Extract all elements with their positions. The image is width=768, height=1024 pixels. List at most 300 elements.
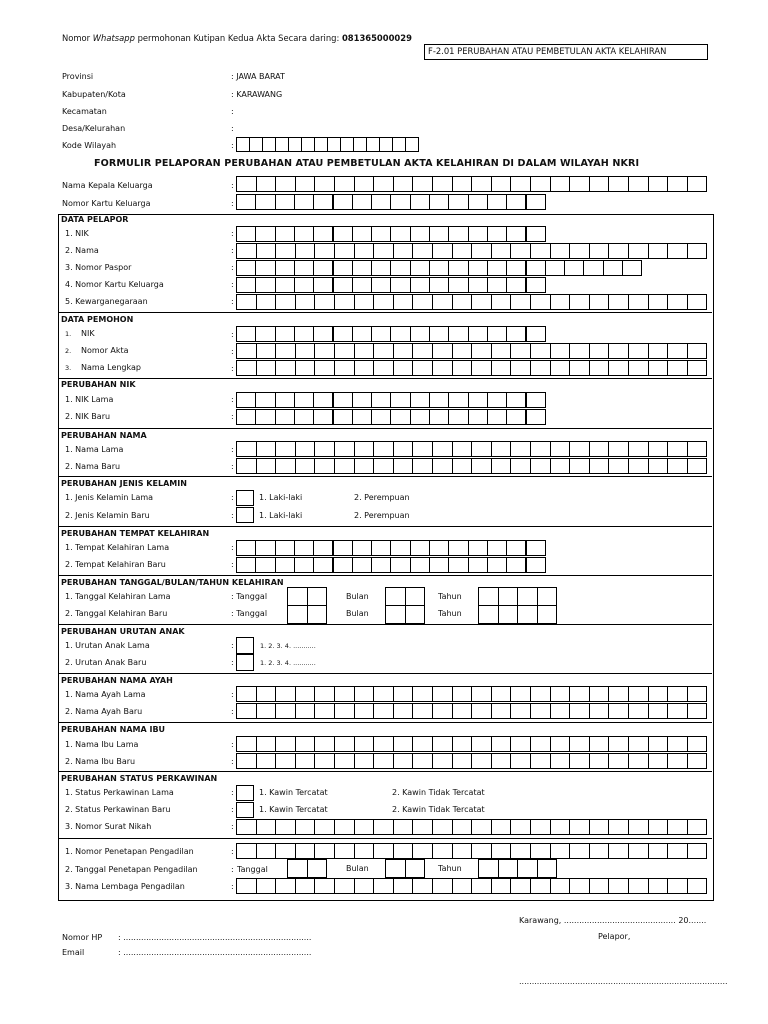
- nik-baru-input[interactable]: [371, 409, 391, 425]
- nama-lama-input[interactable]: [295, 441, 316, 457]
- pelapor-kewarganegaraan-input[interactable]: [510, 294, 531, 310]
- tempat-lama-input[interactable]: [294, 540, 314, 556]
- pelapor-kk-input[interactable]: [313, 277, 333, 293]
- pemohon-nama-input[interactable]: [510, 360, 531, 376]
- kawin-lama-input[interactable]: [236, 785, 254, 801]
- tgl-lama-tahun-input[interactable]: [478, 587, 499, 606]
- ibu-baru-input[interactable]: [687, 753, 708, 769]
- lembaga-pengadilan-input[interactable]: [256, 878, 277, 894]
- ayah-lama-input[interactable]: [432, 686, 453, 702]
- pemohon-akta-input[interactable]: [471, 343, 492, 359]
- lembaga-pengadilan-input[interactable]: [589, 878, 610, 894]
- nik-lama-input[interactable]: [236, 392, 256, 408]
- nomor-kk-input[interactable]: [487, 194, 507, 210]
- nama-lama-input[interactable]: [275, 441, 296, 457]
- penetapan-tanggal-input[interactable]: [307, 859, 328, 878]
- penetapan-nomor-input[interactable]: [373, 843, 394, 859]
- ibu-lama-input[interactable]: [648, 736, 669, 752]
- nama-kepala-input[interactable]: [334, 176, 355, 192]
- nomor-kk-input[interactable]: [313, 194, 333, 210]
- pelapor-kewarganegaraan-input[interactable]: [275, 294, 296, 310]
- penetapan-nomor-input[interactable]: [550, 843, 571, 859]
- tempat-lama-input[interactable]: [429, 540, 449, 556]
- ibu-lama-input[interactable]: [510, 736, 531, 752]
- nik-baru-input[interactable]: [313, 409, 333, 425]
- pemohon-nama-input[interactable]: [354, 360, 375, 376]
- pelapor-nama-input[interactable]: [550, 243, 571, 259]
- nik-lama-input[interactable]: [487, 392, 507, 408]
- surat-nikah-input[interactable]: [295, 819, 316, 835]
- ayah-lama-input[interactable]: [687, 686, 708, 702]
- surat-nikah-input[interactable]: [471, 819, 492, 835]
- penetapan-bulan-input[interactable]: [405, 859, 426, 878]
- pemohon-nama-input[interactable]: [275, 360, 296, 376]
- pelapor-paspor-input[interactable]: [313, 260, 333, 276]
- pelapor-nama-input[interactable]: [569, 243, 590, 259]
- pemohon-nama-input[interactable]: [628, 360, 649, 376]
- ibu-lama-input[interactable]: [491, 736, 512, 752]
- pelapor-paspor-input[interactable]: [448, 260, 468, 276]
- ibu-lama-input[interactable]: [256, 736, 277, 752]
- nama-kepala-input[interactable]: [412, 176, 433, 192]
- ayah-baru-input[interactable]: [412, 703, 433, 719]
- tempat-lama-input[interactable]: [487, 540, 507, 556]
- ibu-lama-input[interactable]: [412, 736, 433, 752]
- nama-lama-input[interactable]: [373, 441, 394, 457]
- nama-kepala-input[interactable]: [354, 176, 375, 192]
- kode-wilayah-input[interactable]: [392, 137, 406, 152]
- kode-wilayah-input[interactable]: [366, 137, 380, 152]
- nama-baru-input[interactable]: [530, 458, 551, 474]
- nomor-kk-input[interactable]: [371, 194, 391, 210]
- pelapor-paspor-input[interactable]: [352, 260, 372, 276]
- nama-kepala-input[interactable]: [608, 176, 629, 192]
- pelapor-kk-input[interactable]: [487, 277, 507, 293]
- pelapor-kewarganegaraan-input[interactable]: [550, 294, 571, 310]
- tempat-baru-input[interactable]: [526, 557, 546, 573]
- pelapor-kk-input[interactable]: [371, 277, 391, 293]
- pelapor-nik-input[interactable]: [236, 226, 256, 242]
- ayah-baru-input[interactable]: [667, 703, 688, 719]
- penetapan-nomor-input[interactable]: [432, 843, 453, 859]
- penetapan-nomor-input[interactable]: [510, 843, 531, 859]
- pemohon-nama-input[interactable]: [452, 360, 473, 376]
- tempat-baru-input[interactable]: [390, 557, 410, 573]
- nama-lama-input[interactable]: [393, 441, 414, 457]
- ayah-baru-input[interactable]: [354, 703, 375, 719]
- email-field[interactable]: : ..........................................................................: [118, 948, 312, 957]
- ibu-lama-input[interactable]: [550, 736, 571, 752]
- nama-baru-input[interactable]: [334, 458, 355, 474]
- nomor-kk-input[interactable]: [352, 194, 372, 210]
- nama-lama-input[interactable]: [314, 441, 335, 457]
- ayah-lama-input[interactable]: [550, 686, 571, 702]
- lembaga-pengadilan-input[interactable]: [334, 878, 355, 894]
- lembaga-pengadilan-input[interactable]: [373, 878, 394, 894]
- nama-baru-input[interactable]: [589, 458, 610, 474]
- pelapor-nama-input[interactable]: [354, 243, 375, 259]
- pelapor-kewarganegaraan-input[interactable]: [314, 294, 335, 310]
- tempat-baru-input[interactable]: [487, 557, 507, 573]
- ayah-baru-input[interactable]: [334, 703, 355, 719]
- tgl-lama-bulan-input[interactable]: [405, 587, 426, 606]
- nik-lama-input[interactable]: [448, 392, 468, 408]
- lembaga-pengadilan-input[interactable]: [569, 878, 590, 894]
- lembaga-pengadilan-input[interactable]: [275, 878, 296, 894]
- nomor-kk-input[interactable]: [255, 194, 275, 210]
- ibu-baru-input[interactable]: [589, 753, 610, 769]
- tempat-baru-input[interactable]: [410, 557, 430, 573]
- surat-nikah-input[interactable]: [491, 819, 512, 835]
- nama-lama-input[interactable]: [471, 441, 492, 457]
- pelapor-nik-input[interactable]: [333, 226, 353, 242]
- pelapor-nik-input[interactable]: [390, 226, 410, 242]
- ayah-baru-input[interactable]: [530, 703, 551, 719]
- nik-baru-input[interactable]: [390, 409, 410, 425]
- penetapan-nomor-input[interactable]: [354, 843, 375, 859]
- nama-baru-input[interactable]: [275, 458, 296, 474]
- pemohon-nama-input[interactable]: [334, 360, 355, 376]
- nomor-kk-input[interactable]: [506, 194, 526, 210]
- nik-lama-input[interactable]: [410, 392, 430, 408]
- pemohon-akta-input[interactable]: [491, 343, 512, 359]
- nama-kepala-input[interactable]: [550, 176, 571, 192]
- pelapor-nama-input[interactable]: [393, 243, 414, 259]
- pelapor-paspor-input[interactable]: [410, 260, 430, 276]
- surat-nikah-input[interactable]: [412, 819, 433, 835]
- ayah-lama-input[interactable]: [667, 686, 688, 702]
- nama-kepala-input[interactable]: [432, 176, 453, 192]
- penetapan-tahun-input[interactable]: [478, 859, 499, 878]
- pelapor-nama-input[interactable]: [530, 243, 551, 259]
- ibu-baru-input[interactable]: [393, 753, 414, 769]
- pelapor-paspor-input[interactable]: [371, 260, 391, 276]
- lembaga-pengadilan-input[interactable]: [314, 878, 335, 894]
- penetapan-nomor-input[interactable]: [491, 843, 512, 859]
- lembaga-pengadilan-input[interactable]: [687, 878, 708, 894]
- tempat-baru-input[interactable]: [448, 557, 468, 573]
- penetapan-nomor-input[interactable]: [628, 843, 649, 859]
- pelapor-nama-input[interactable]: [334, 243, 355, 259]
- pemohon-akta-input[interactable]: [236, 343, 257, 359]
- pelapor-nama-input[interactable]: [256, 243, 277, 259]
- nama-kepala-input[interactable]: [530, 176, 551, 192]
- pemohon-nik-input[interactable]: [487, 326, 507, 342]
- penetapan-nomor-input[interactable]: [314, 843, 335, 859]
- tempat-lama-input[interactable]: [526, 540, 546, 556]
- pelapor-nik-input[interactable]: [506, 226, 526, 242]
- tgl-baru-bulan-input[interactable]: [385, 605, 406, 624]
- nama-lama-input[interactable]: [648, 441, 669, 457]
- nama-lama-input[interactable]: [236, 441, 257, 457]
- nama-lama-input[interactable]: [452, 441, 473, 457]
- nama-kepala-input[interactable]: [236, 176, 257, 192]
- pelapor-nama-input[interactable]: [314, 243, 335, 259]
- nik-lama-input[interactable]: [352, 392, 372, 408]
- nama-baru-input[interactable]: [314, 458, 335, 474]
- pelapor-paspor-input[interactable]: [255, 260, 275, 276]
- surat-nikah-input[interactable]: [314, 819, 335, 835]
- tempat-lama-input[interactable]: [390, 540, 410, 556]
- nama-baru-input[interactable]: [550, 458, 571, 474]
- nama-baru-input[interactable]: [628, 458, 649, 474]
- ayah-baru-input[interactable]: [569, 703, 590, 719]
- pelapor-kewarganegaraan-input[interactable]: [432, 294, 453, 310]
- lembaga-pengadilan-input[interactable]: [667, 878, 688, 894]
- pelapor-kewarganegaraan-input[interactable]: [452, 294, 473, 310]
- pelapor-nama-input[interactable]: [589, 243, 610, 259]
- surat-nikah-input[interactable]: [589, 819, 610, 835]
- pemohon-akta-input[interactable]: [256, 343, 277, 359]
- pelapor-nik-input[interactable]: [468, 226, 488, 242]
- pelapor-nama-input[interactable]: [510, 243, 531, 259]
- pemohon-akta-input[interactable]: [550, 343, 571, 359]
- ayah-lama-input[interactable]: [510, 686, 531, 702]
- surat-nikah-input[interactable]: [510, 819, 531, 835]
- nama-baru-input[interactable]: [510, 458, 531, 474]
- nik-baru-input[interactable]: [236, 409, 256, 425]
- tempat-baru-input[interactable]: [468, 557, 488, 573]
- ibu-lama-input[interactable]: [354, 736, 375, 752]
- pelapor-kk-input[interactable]: [448, 277, 468, 293]
- ayah-lama-input[interactable]: [334, 686, 355, 702]
- pelapor-paspor-input[interactable]: [583, 260, 603, 276]
- surat-nikah-input[interactable]: [354, 819, 375, 835]
- ayah-lama-input[interactable]: [256, 686, 277, 702]
- pelapor-paspor-input[interactable]: [526, 260, 546, 276]
- ayah-lama-input[interactable]: [354, 686, 375, 702]
- nik-baru-input[interactable]: [255, 409, 275, 425]
- ibu-baru-input[interactable]: [334, 753, 355, 769]
- ayah-lama-input[interactable]: [236, 686, 257, 702]
- nama-lama-input[interactable]: [687, 441, 708, 457]
- pelapor-kk-input[interactable]: [410, 277, 430, 293]
- ibu-lama-input[interactable]: [608, 736, 629, 752]
- pemohon-nik-input[interactable]: [313, 326, 333, 342]
- nama-lama-input[interactable]: [530, 441, 551, 457]
- ibu-baru-input[interactable]: [295, 753, 316, 769]
- penetapan-nomor-input[interactable]: [256, 843, 277, 859]
- pemohon-nama-input[interactable]: [393, 360, 414, 376]
- pemohon-nik-input[interactable]: [506, 326, 526, 342]
- tempat-baru-input[interactable]: [506, 557, 526, 573]
- ibu-lama-input[interactable]: [334, 736, 355, 752]
- tgl-baru-bulan-input[interactable]: [405, 605, 426, 624]
- nama-baru-input[interactable]: [491, 458, 512, 474]
- penetapan-nomor-input[interactable]: [667, 843, 688, 859]
- ibu-lama-input[interactable]: [589, 736, 610, 752]
- penetapan-nomor-input[interactable]: [236, 843, 257, 859]
- tempat-lama-input[interactable]: [275, 540, 295, 556]
- penetapan-bulan-input[interactable]: [385, 859, 406, 878]
- pemohon-akta-input[interactable]: [648, 343, 669, 359]
- pemohon-nik-input[interactable]: [294, 326, 314, 342]
- nama-lama-input[interactable]: [628, 441, 649, 457]
- pemohon-nama-input[interactable]: [412, 360, 433, 376]
- pelapor-kewarganegaraan-input[interactable]: [256, 294, 277, 310]
- pemohon-nik-input[interactable]: [255, 326, 275, 342]
- pemohon-nik-input[interactable]: [352, 326, 372, 342]
- pemohon-akta-input[interactable]: [589, 343, 610, 359]
- nama-baru-input[interactable]: [471, 458, 492, 474]
- pelapor-nik-input[interactable]: [313, 226, 333, 242]
- ibu-baru-input[interactable]: [667, 753, 688, 769]
- ayah-lama-input[interactable]: [295, 686, 316, 702]
- pelapor-kewarganegaraan-input[interactable]: [569, 294, 590, 310]
- pemohon-akta-input[interactable]: [687, 343, 708, 359]
- ayah-lama-input[interactable]: [491, 686, 512, 702]
- penetapan-nomor-input[interactable]: [608, 843, 629, 859]
- pemohon-nama-input[interactable]: [236, 360, 257, 376]
- ibu-baru-input[interactable]: [314, 753, 335, 769]
- pelapor-kk-input[interactable]: [255, 277, 275, 293]
- pelapor-paspor-input[interactable]: [545, 260, 565, 276]
- pelapor-nik-input[interactable]: [448, 226, 468, 242]
- lembaga-pengadilan-input[interactable]: [354, 878, 375, 894]
- pelapor-paspor-input[interactable]: [487, 260, 507, 276]
- pelapor-nama-input[interactable]: [432, 243, 453, 259]
- kode-wilayah-input[interactable]: [275, 137, 289, 152]
- surat-nikah-input[interactable]: [530, 819, 551, 835]
- nik-lama-input[interactable]: [506, 392, 526, 408]
- tempat-baru-input[interactable]: [371, 557, 391, 573]
- surat-nikah-input[interactable]: [373, 819, 394, 835]
- pemohon-nik-input[interactable]: [468, 326, 488, 342]
- tgl-baru-tahun-input[interactable]: [537, 605, 558, 624]
- nama-lama-input[interactable]: [354, 441, 375, 457]
- ayah-baru-input[interactable]: [393, 703, 414, 719]
- nik-lama-input[interactable]: [526, 392, 546, 408]
- pelapor-nama-input[interactable]: [687, 243, 708, 259]
- penetapan-nomor-input[interactable]: [648, 843, 669, 859]
- surat-nikah-input[interactable]: [569, 819, 590, 835]
- pelapor-kewarganegaraan-input[interactable]: [648, 294, 669, 310]
- pelapor-nama-input[interactable]: [628, 243, 649, 259]
- ibu-lama-input[interactable]: [314, 736, 335, 752]
- pemohon-nama-input[interactable]: [256, 360, 277, 376]
- tgl-lama-tanggal-input[interactable]: [287, 587, 308, 606]
- surat-nikah-input[interactable]: [687, 819, 708, 835]
- pemohon-nik-input[interactable]: [275, 326, 295, 342]
- ayah-lama-input[interactable]: [373, 686, 394, 702]
- pelapor-nama-input[interactable]: [648, 243, 669, 259]
- ibu-baru-input[interactable]: [471, 753, 492, 769]
- nama-lama-input[interactable]: [667, 441, 688, 457]
- ibu-baru-input[interactable]: [452, 753, 473, 769]
- nama-baru-input[interactable]: [256, 458, 277, 474]
- tgl-lama-tahun-input[interactable]: [517, 587, 538, 606]
- ibu-lama-input[interactable]: [471, 736, 492, 752]
- nama-lama-input[interactable]: [589, 441, 610, 457]
- nama-kepala-input[interactable]: [667, 176, 688, 192]
- nomor-kk-input[interactable]: [429, 194, 449, 210]
- tempat-lama-input[interactable]: [371, 540, 391, 556]
- tempat-baru-input[interactable]: [313, 557, 333, 573]
- surat-nikah-input[interactable]: [667, 819, 688, 835]
- nama-kepala-input[interactable]: [648, 176, 669, 192]
- pelapor-nama-input[interactable]: [667, 243, 688, 259]
- nama-baru-input[interactable]: [412, 458, 433, 474]
- ayah-baru-input[interactable]: [432, 703, 453, 719]
- pelapor-nama-input[interactable]: [452, 243, 473, 259]
- nomor-kk-input[interactable]: [275, 194, 295, 210]
- ibu-baru-input[interactable]: [432, 753, 453, 769]
- tempat-baru-input[interactable]: [333, 557, 353, 573]
- ayah-lama-input[interactable]: [648, 686, 669, 702]
- pelapor-paspor-input[interactable]: [390, 260, 410, 276]
- nama-lama-input[interactable]: [491, 441, 512, 457]
- penetapan-nomor-input[interactable]: [452, 843, 473, 859]
- ayah-baru-input[interactable]: [452, 703, 473, 719]
- lembaga-pengadilan-input[interactable]: [550, 878, 571, 894]
- lembaga-pengadilan-input[interactable]: [471, 878, 492, 894]
- surat-nikah-input[interactable]: [608, 819, 629, 835]
- nama-baru-input[interactable]: [648, 458, 669, 474]
- tempat-baru-input[interactable]: [275, 557, 295, 573]
- kode-wilayah-input[interactable]: [301, 137, 315, 152]
- nik-baru-input[interactable]: [506, 409, 526, 425]
- surat-nikah-input[interactable]: [550, 819, 571, 835]
- pelapor-kk-input[interactable]: [275, 277, 295, 293]
- pelapor-kewarganegaraan-input[interactable]: [530, 294, 551, 310]
- ibu-lama-input[interactable]: [452, 736, 473, 752]
- pemohon-nama-input[interactable]: [550, 360, 571, 376]
- tempat-baru-input[interactable]: [352, 557, 372, 573]
- pelapor-nama-input[interactable]: [471, 243, 492, 259]
- penetapan-nomor-input[interactable]: [412, 843, 433, 859]
- pelapor-kewarganegaraan-input[interactable]: [589, 294, 610, 310]
- ayah-baru-input[interactable]: [256, 703, 277, 719]
- pelapor-kewarganegaraan-input[interactable]: [373, 294, 394, 310]
- pelapor-kk-input[interactable]: [468, 277, 488, 293]
- pemohon-nik-input[interactable]: [390, 326, 410, 342]
- pemohon-akta-input[interactable]: [530, 343, 551, 359]
- ayah-lama-input[interactable]: [608, 686, 629, 702]
- penetapan-nomor-input[interactable]: [393, 843, 414, 859]
- pemohon-nik-input[interactable]: [448, 326, 468, 342]
- nama-baru-input[interactable]: [295, 458, 316, 474]
- nomor-kk-input[interactable]: [468, 194, 488, 210]
- tempat-baru-input[interactable]: [255, 557, 275, 573]
- nama-kepala-input[interactable]: [256, 176, 277, 192]
- penetapan-tahun-input[interactable]: [517, 859, 538, 878]
- pelapor-nama-input[interactable]: [236, 243, 257, 259]
- pemohon-akta-input[interactable]: [608, 343, 629, 359]
- ayah-baru-input[interactable]: [314, 703, 335, 719]
- pemohon-akta-input[interactable]: [667, 343, 688, 359]
- tgl-baru-tahun-input[interactable]: [478, 605, 499, 624]
- nama-kepala-input[interactable]: [491, 176, 512, 192]
- tempat-lama-input[interactable]: [448, 540, 468, 556]
- nik-baru-input[interactable]: [487, 409, 507, 425]
- pemohon-akta-input[interactable]: [452, 343, 473, 359]
- pelapor-kewarganegaraan-input[interactable]: [354, 294, 375, 310]
- pelapor-kewarganegaraan-input[interactable]: [667, 294, 688, 310]
- nama-baru-input[interactable]: [608, 458, 629, 474]
- ayah-lama-input[interactable]: [275, 686, 296, 702]
- ibu-lama-input[interactable]: [432, 736, 453, 752]
- pemohon-nama-input[interactable]: [589, 360, 610, 376]
- pelapor-paspor-input[interactable]: [275, 260, 295, 276]
- kode-wilayah-input[interactable]: [249, 137, 263, 152]
- nomor-kk-input[interactable]: [236, 194, 256, 210]
- pemohon-akta-input[interactable]: [275, 343, 296, 359]
- pemohon-nama-input[interactable]: [295, 360, 316, 376]
- pelapor-kk-input[interactable]: [526, 277, 546, 293]
- pemohon-akta-input[interactable]: [334, 343, 355, 359]
- tempat-lama-input[interactable]: [313, 540, 333, 556]
- penetapan-nomor-input[interactable]: [530, 843, 551, 859]
